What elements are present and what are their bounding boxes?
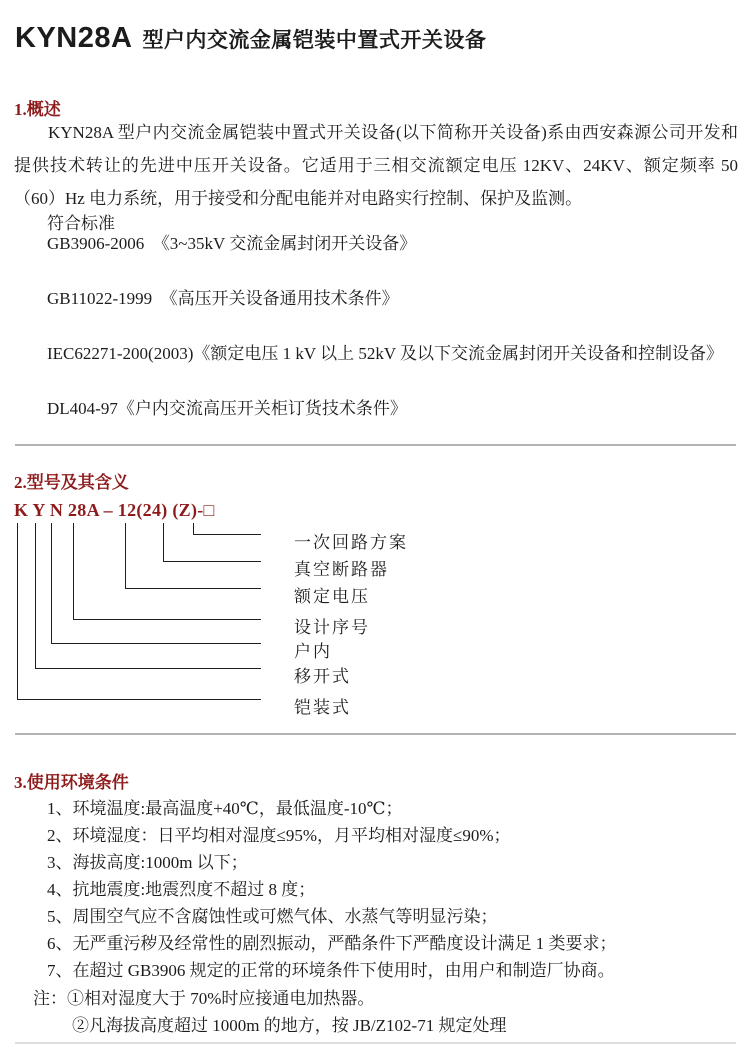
overview-paragraph: KYN28A 型户内交流金属铠装中置式开关设备(以下简称开关设备)系由西安森源公司开发和提供技术转让的先进中压开关设备。它适用于三相交流额定电压 12KV、24KV、额定频率 50（60）Hz 电力系统，用于接受和分配电能并对电路实行控制、保护及监测。 bbox=[14, 123, 738, 208]
environment-item-list bbox=[47, 795, 737, 984]
title-product-name: 型户内交流金属铠装中置式开关设备 bbox=[142, 29, 487, 52]
model-code-string: K Y N 28A – 12(24) (Z)-□ bbox=[14, 500, 215, 520]
section-divider bbox=[15, 733, 736, 735]
environment-item: 2、环境湿度：日平均相对湿度≤95%，月平均相对湿度≤90%； bbox=[47, 826, 511, 845]
callout-label: 设计序号 bbox=[294, 618, 370, 637]
environment-item: 7、在超过 GB3906 规定的正常的环境条件下使用时，由用户和制造厂协商。 bbox=[47, 961, 615, 980]
callout-label: 移开式 bbox=[294, 667, 351, 686]
callout-label: 额定电压 bbox=[294, 587, 370, 606]
environment-item: 6、无严重污秽及经常性的剧烈振动，严酷条件下严酷度设计满足 1 类要求； bbox=[47, 934, 617, 953]
callout-label: 真空断路器 bbox=[294, 560, 389, 579]
environment-note: ②凡海拔高度超过 1000m 的地方，按 JB/Z102-71 规定处理 bbox=[72, 1016, 507, 1035]
title-model-code: KYN28A bbox=[15, 22, 133, 54]
section3-heading: 3.使用环境条件 bbox=[14, 773, 129, 792]
standard-item: GB11022-1999 《高压开关设备通用技术条件》 bbox=[47, 289, 399, 308]
section2-heading: 2.型号及其含义 bbox=[14, 473, 129, 492]
callout-label: 铠装式 bbox=[294, 698, 351, 717]
page-title bbox=[15, 22, 486, 55]
environment-notes bbox=[33, 985, 733, 1039]
environment-item: 3、海拔高度:1000m 以下； bbox=[47, 853, 248, 872]
callout-label: 一次回路方案 bbox=[294, 533, 408, 552]
bottom-divider bbox=[15, 1042, 736, 1044]
standard-item: DL404-97《户内交流高压开关柜订货技术条件》 bbox=[47, 399, 407, 418]
callout-line bbox=[17, 523, 261, 700]
section1-heading: 1.概述 bbox=[14, 100, 61, 119]
section-divider bbox=[15, 444, 736, 446]
standard-item: GB3906-2006 《3~35kV 交流金属封闭开关设备》 bbox=[47, 234, 417, 253]
callout-label: 户内 bbox=[294, 642, 332, 661]
standards-intro: 符合标准 bbox=[47, 214, 115, 233]
environment-item: 5、周围空气应不含腐蚀性或可燃气体、水蒸气等明显污染； bbox=[47, 907, 498, 926]
environment-note: 注：①相对湿度大于 70%时应接通电加热器。 bbox=[33, 989, 375, 1008]
environment-item: 4、抗地震度:地震烈度不超过 8 度； bbox=[47, 880, 316, 899]
environment-item: 1、环境温度:最高温度+40℃，最低温度-10℃； bbox=[47, 799, 403, 818]
standard-item: IEC62271-200(2003)《额定电压 1 kV 以上 52kV 及以下交流金属封闭开关设备和控制设备》 bbox=[47, 344, 724, 363]
